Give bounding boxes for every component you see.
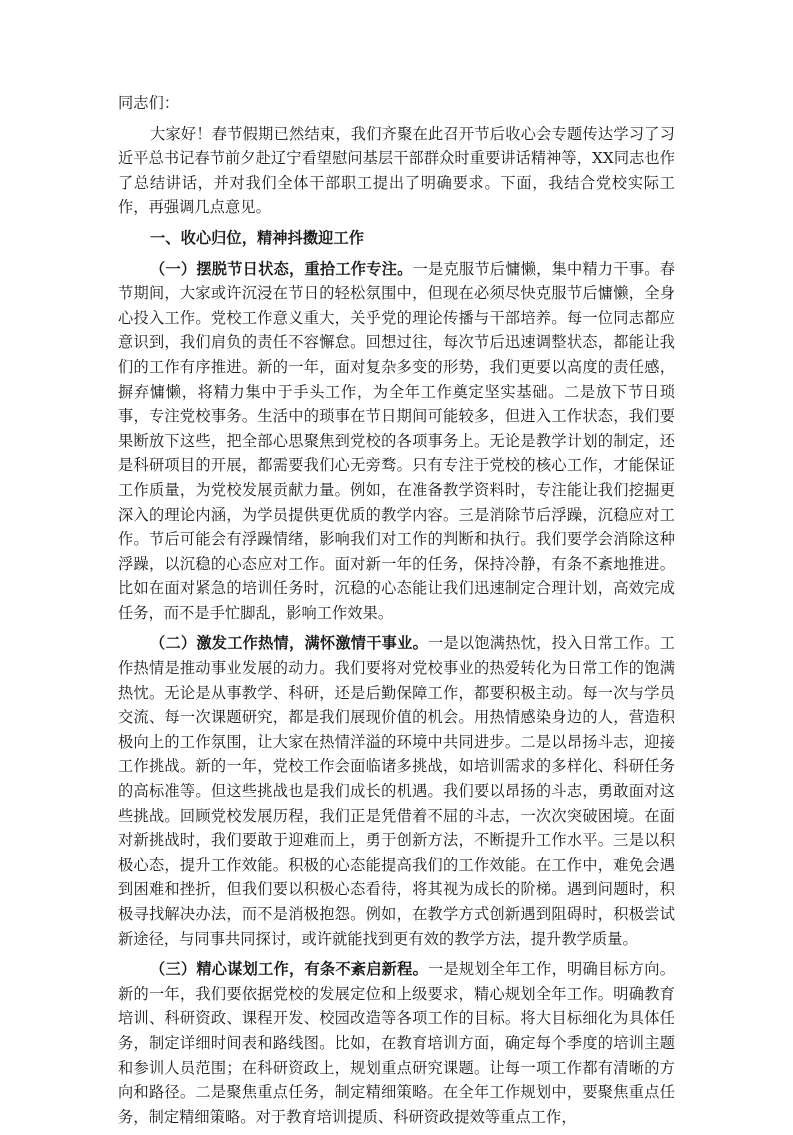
paragraph-lead: （二）激发工作热情，满怀激情干事业。 (150, 634, 429, 653)
intro-paragraph: 大家好！春节假期已然结束，我们齐聚在此召开节后收心会专题传达学习了习近平总书记春节前夕赴辽宁看望慰问基层干部群众时重要讲话精神等，XX同志也作了总结讲话，并对我们全体干部职工提出了明确要求。下面，我结合党校实际工作，再强调几点意见。 (118, 124, 675, 217)
paragraph-lead: （一）摆脱节日状态，重拾工作专注。 (150, 259, 413, 278)
body-paragraph (118, 631, 675, 951)
paragraph-text: 一是规划全年工作，明确目标方向。新的一年，我们要依据党校的发展定位和上级要求，精心规划全年工作。明确教育培训、科研资政、课程开发、校园改造等各项工作的目标。将大目标细化为具体任务，制定详细时间表和路线图。比如，在教育培训方面，确定每个季度的培训主题和参训人员范围；在科研资政上，规划重点研究课题。让每一项工作都有清晰的方向和路径。二是聚焦重点任务，制定精细策略。在全年工作规划中，要聚焦重点任务，制定精细策略。对于教育培训提质、科研资政提效等重点工作， (118, 960, 675, 1126)
paragraph-text: 一是克服节后慵懒，集中精力干事。春节期间，大家或许沉浸在节日的轻松氛围中，但现在必须尽快克服节后慵懒，全身心投入工作。党校工作意义重大，关乎党的理论传播与干部培养。每一位同志都应意识到，我们肩负的责任不容懈怠。回想过往，每次节后迅速调整状态，都能让我们的工作有序推进。新的一年，面对复杂多变的形势，我们更要以高度的责任感，摒弃慵懒，将精力集中于手头工作，为全年工作奠定坚实基础。二是放下节日琐事，专注党校事务。生活中的琐事在节日期间可能较多，但进入工作状态，我们要果断放下这些，把全部心思聚焦到党校的各项事务上。无论是教学计划的制定，还是科研项目的开展，都需要我们心无旁骛。只有专注于党校的核心工作，才能保证工作质量，为党校发展贡献力量。例如，在准备教学资料时，专注能让我们挖掘更深入的理论内涵，为学员提供更优质的教学内容。三是消除节后浮躁，沉稳应对工作。节后可能会有浮躁情绪，影响我们对工作的判断和执行。我们要学会消除这种浮躁，以沉稳的心态应对工作。面对新一年的任务，保持冷静，有条不紊地推进。比如在面对紧急的培训任务时，沉稳的心态能让我们迅速制定合理计划，高效完成任务，而不是手忙脚乱，影响工作效果。 (118, 259, 675, 622)
salutation: 同志们： (118, 94, 180, 112)
document-page (118, 91, 675, 1135)
body-paragraph (118, 257, 675, 626)
paragraph-lead: （三）精心谋划工作，有条不紊启新程。 (150, 960, 429, 979)
section-heading: 一、收心归位，精神抖擞迎工作 (150, 228, 365, 247)
body-paragraph (118, 957, 675, 1129)
paragraph-text: 一是以饱满热忱，投入日常工作。工作热情是推动事业发展的动力。我们要将对党校事业的热爱转化为日常工作的饱满热忱。无论是从事教学、科研，还是后勤保障工作，都要积极主动。每一次与学员交流、每一次课题研究，都是我们展现价值的机会。用热情感染身边的人，营造积极向上的工作氛围，让大家在热情洋溢的环境中共同进步。二是以昂扬斗志，迎接工作挑战。新的一年，党校工作会面临诸多挑战，如培训需求的多样化、科研任务的高标准等。但这些挑战也是我们成长的机遇。我们要以昂扬的斗志，勇敢面对这些挑战。回顾党校发展历程，我们正是凭借着不屈的斗志，一次次突破困境。在面对新挑战时，我们要敢于迎难而上，勇于创新方法，不断提升工作水平。三是以积极心态，提升工作效能。积极的心态能提高我们的工作效能。在工作中，难免会遇到困难和挫折，但我们要以积极心态看待，将其视为成长的阶梯。遇到问题时，积极寻找解决办法，而不是消极抱怨。例如，在教学方式创新遇到阻碍时，积极尝试新途径，与同事共同探讨，或许就能找到更有效的教学方法，提升教学质量。 (118, 634, 675, 948)
